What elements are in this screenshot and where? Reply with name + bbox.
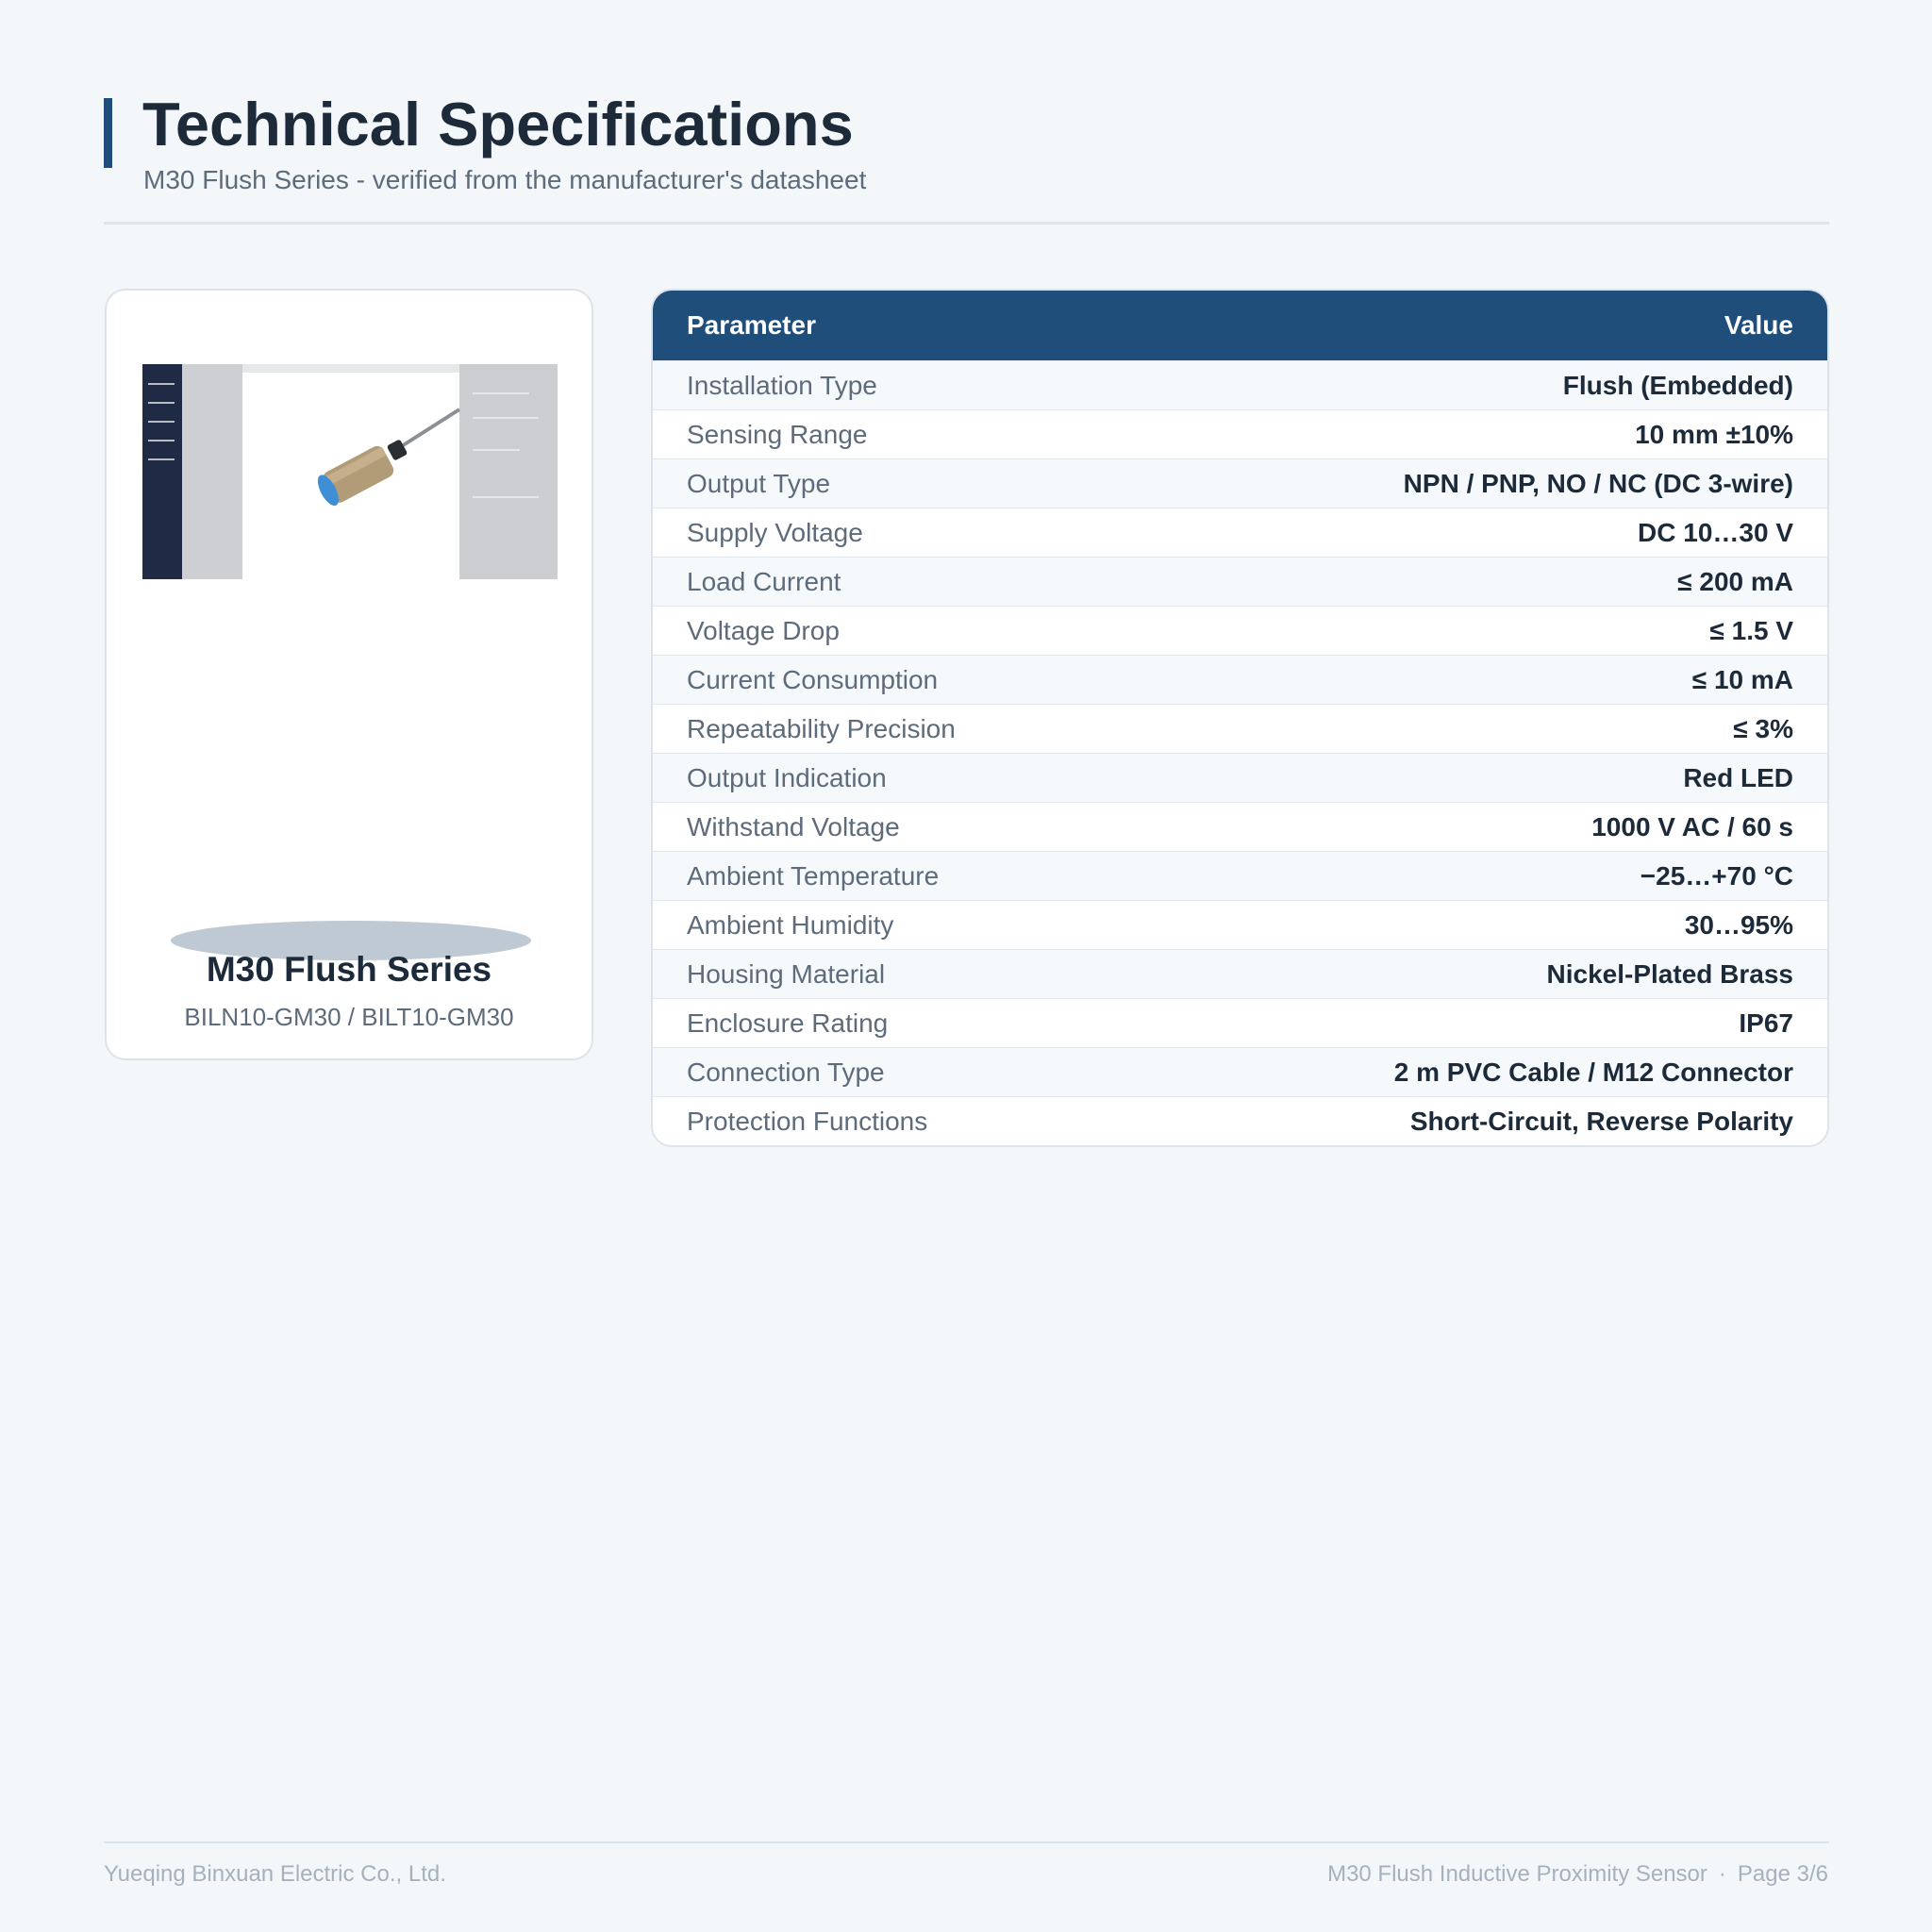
spec-row: [653, 802, 1827, 851]
spec-value: Flush (Embedded): [1562, 370, 1793, 400]
footer-divider: [104, 1841, 1829, 1843]
spec-rows: [653, 360, 1827, 1145]
spec-row: [653, 508, 1827, 557]
spec-value: Short-Circuit, Reverse Polarity: [1409, 1106, 1793, 1136]
spec-row: [653, 458, 1827, 508]
spec-row: [653, 949, 1827, 998]
title-accent-bar: [104, 98, 112, 168]
product-models: BILN10-GM30 / BILT10-GM30: [184, 1003, 514, 1031]
spec-parameter: Withstand Voltage: [687, 811, 900, 841]
spec-value: ≤ 200 mA: [1677, 566, 1793, 596]
spec-parameter: Repeatability Precision: [687, 713, 956, 743]
spec-row: [653, 606, 1827, 655]
page-subtitle: M30 Flush Series - verified from the manufacturer's datasheet: [143, 165, 867, 194]
spec-parameter: Current Consumption: [687, 664, 939, 694]
spec-parameter: Supply Voltage: [687, 517, 863, 547]
spec-value: ≤ 1.5 V: [1709, 615, 1793, 645]
spec-parameter: Protection Functions: [687, 1106, 928, 1136]
spec-parameter: Housing Material: [687, 958, 886, 989]
spec-value: 10 mm ±10%: [1635, 419, 1793, 449]
spec-value: −25…+70 °C: [1640, 860, 1793, 891]
spec-parameter: Output Type: [687, 468, 831, 498]
spec-table-header: [653, 291, 1827, 360]
spec-row: [653, 1096, 1827, 1145]
footer-page: Page 3/6: [1737, 1861, 1828, 1887]
header-value: Value: [1724, 310, 1793, 340]
spec-value: ≤ 10 mA: [1691, 664, 1793, 694]
spec-row: [653, 1047, 1827, 1096]
spec-row: [653, 704, 1827, 753]
spec-value: Nickel-Plated Brass: [1546, 958, 1793, 989]
spec-row: [653, 360, 1827, 409]
spec-row: [653, 655, 1827, 704]
spec-row: [653, 753, 1827, 802]
spec-parameter: Ambient Humidity: [687, 909, 894, 940]
spec-parameter: Connection Type: [687, 1057, 885, 1087]
product-image: [142, 364, 558, 579]
spec-value: 30…95%: [1684, 909, 1793, 940]
spec-row: [653, 851, 1827, 900]
header-divider: [104, 222, 1829, 225]
footer-meta: [1327, 1860, 1828, 1889]
spec-value: Red LED: [1683, 762, 1793, 792]
spec-value: DC 10…30 V: [1638, 517, 1793, 547]
spec-value: 1000 V AC / 60 s: [1591, 811, 1793, 841]
spec-value: NPN / PNP, NO / NC (DC 3-wire): [1403, 468, 1793, 498]
spec-row: [653, 998, 1827, 1047]
spec-value: 2 m PVC Cable / M12 Connector: [1393, 1057, 1793, 1087]
spec-table: [651, 289, 1829, 1147]
footer-product: M30 Flush Inductive Proximity Sensor: [1327, 1861, 1707, 1887]
spec-row: [653, 900, 1827, 949]
spec-parameter: Enclosure Rating: [687, 1008, 889, 1038]
spec-value: IP67: [1739, 1008, 1793, 1038]
footer-separator: ·: [1718, 1861, 1726, 1887]
footer-company: Yueqing Binxuan Electric Co., Ltd.: [104, 1861, 446, 1887]
spec-row: [653, 409, 1827, 458]
product-card: [105, 289, 593, 1060]
spec-value: ≤ 3%: [1733, 713, 1793, 743]
spec-parameter: Load Current: [687, 566, 841, 596]
sensor-icon: [303, 402, 463, 515]
spec-parameter: Ambient Temperature: [687, 860, 940, 891]
spec-parameter: Voltage Drop: [687, 615, 840, 645]
page-title: Technical Specifications: [142, 90, 854, 158]
product-name: M30 Flush Series: [206, 950, 492, 989]
header-parameter: Parameter: [687, 310, 816, 340]
spec-parameter: Output Indication: [687, 762, 887, 792]
spec-parameter: Sensing Range: [687, 419, 868, 449]
spec-row: [653, 557, 1827, 606]
spec-parameter: Installation Type: [687, 370, 877, 400]
